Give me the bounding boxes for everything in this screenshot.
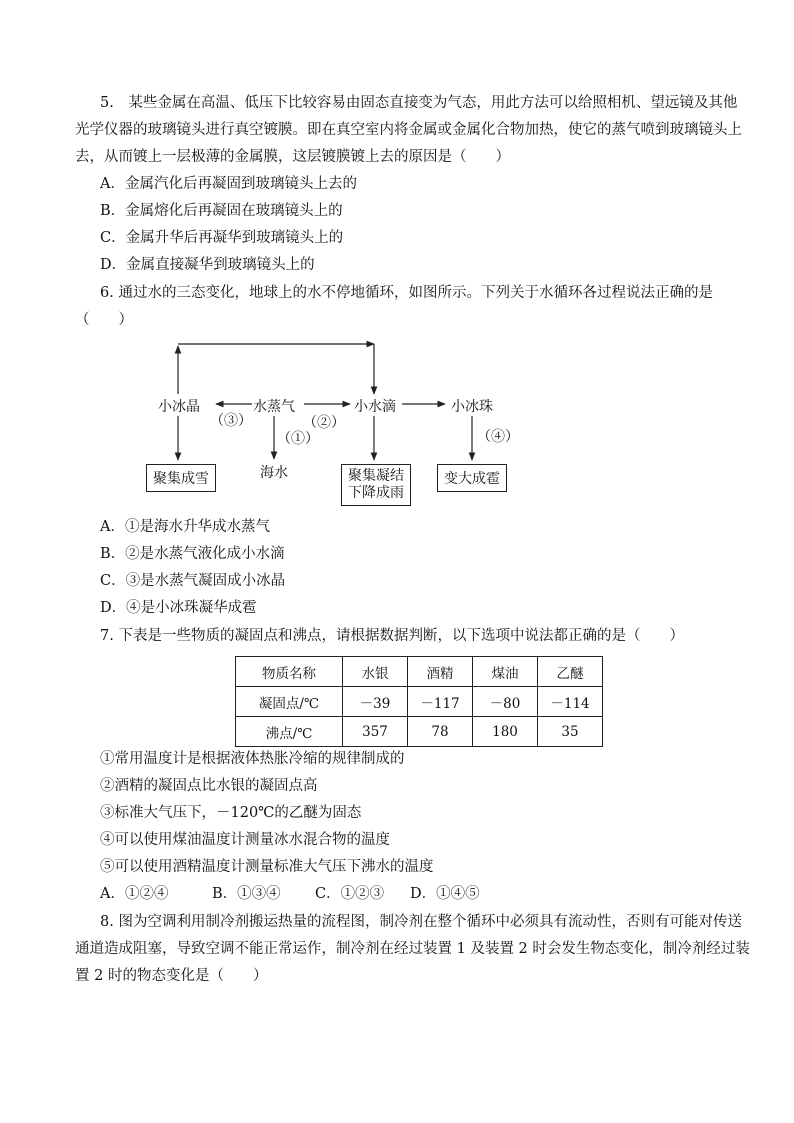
- q5-option-c: C．金属升华后再凝华到玻璃镜头上的: [100, 230, 344, 246]
- q7-option-d: D．①④⑤: [410, 886, 480, 902]
- q7-option-a: A．①②④: [100, 886, 169, 902]
- table-cell: －117: [408, 687, 473, 717]
- q7-statement-2: ②酒精的凝固点比水银的凝固点高: [100, 778, 318, 794]
- table-header-cell: 水银: [343, 657, 408, 687]
- q6-option-d: D．④是小冰珠凝华成雹: [100, 600, 257, 616]
- table-cell: 沸点/℃: [236, 717, 343, 747]
- q7-statement-5: ⑤可以使用酒精温度计测量标准大气压下沸水的温度: [100, 859, 434, 875]
- water-cycle-diagram: [140, 338, 520, 513]
- table-cell: 78: [408, 717, 473, 747]
- q5-option-b: B．金属熔化后再凝固在玻璃镜头上的: [100, 203, 343, 219]
- node-ice-ball: 小冰珠: [451, 399, 493, 415]
- q5-stem-line1: 5. 某些金属在高温、低压下比较容易由固态直接变为气态，用此方法可以给照相机、望远镜及其他: [100, 95, 738, 111]
- node-ice-crystal: 小冰晶: [158, 399, 200, 415]
- table-cell: －80: [473, 687, 538, 717]
- table-header-cell: 酒精: [408, 657, 473, 687]
- label-4: （④）: [477, 429, 519, 445]
- label-2: （②）: [303, 415, 345, 431]
- box-snow: 聚集成雪: [146, 464, 216, 492]
- table-cell: －39: [343, 687, 408, 717]
- table-row: [236, 687, 603, 717]
- node-water-droplet: 小水滴: [354, 399, 396, 415]
- table-header-cell: 物质名称: [236, 657, 343, 687]
- box-hail: 变大成雹: [437, 464, 507, 492]
- q7-option-b: B．①③④: [212, 886, 281, 902]
- q7-statement-3: ③标准大气压下，－120℃的乙醚为固态: [100, 805, 362, 821]
- q7-statement-1: ①常用温度计是根据液体热胀冷缩的规律制成的: [100, 751, 405, 767]
- q5-option-d: D．金属直接凝华到玻璃镜头上的: [100, 257, 315, 273]
- table-cell: －114: [538, 687, 603, 717]
- table-header-cell: 乙醚: [538, 657, 603, 687]
- label-1: （①）: [277, 431, 319, 447]
- table-row: [236, 717, 603, 747]
- q8-stem-line1: 8. 图为空调利用制冷剂搬运热量的流程图，制冷剂在整个循环中必须具有流动性，否则有可能对传送: [100, 914, 742, 930]
- table-cell: 35: [538, 717, 603, 747]
- q6-option-a: A．①是海水升华成水蒸气: [100, 519, 270, 535]
- q6-option-b: B．②是水蒸气液化成小水滴: [100, 546, 285, 562]
- substance-table: [235, 656, 603, 747]
- q6-stem-line2: （ ）: [75, 312, 133, 328]
- q6-option-c: C．③是水蒸气凝固成小冰晶: [100, 573, 286, 589]
- box-rain-line2: 下降成雨: [348, 485, 404, 501]
- q5-stem-line2: 光学仪器的玻璃镜头进行真空镀膜。即在真空室内将金属或金属化合物加热，使它的蒸气喷到玻璃镜头上: [75, 122, 742, 138]
- node-seawater: 海水: [260, 465, 288, 481]
- q5-stem-line3: 去，从而镀上一层极薄的金属膜，这层镀膜镀上去的原因是（ ）: [75, 149, 510, 165]
- q7-stem: 7. 下表是一些物质的凝固点和沸点，请根据数据判断，以下选项中说法都正确的是（ ）: [100, 628, 684, 644]
- table-header-cell: 煤油: [473, 657, 538, 687]
- node-water-vapor: 水蒸气: [253, 399, 295, 415]
- table-cell: 凝固点/℃: [236, 687, 343, 717]
- table-header-row: [236, 657, 603, 687]
- box-rain-line1: 聚集凝结: [348, 468, 404, 484]
- q8-stem-line3: 置 2 时的物态变化是（ ）: [75, 968, 268, 984]
- q7-statement-4: ④可以使用煤油温度计测量冰水混合物的温度: [100, 832, 390, 848]
- q6-stem-line1: 6. 通过水的三态变化，地球上的水不停地循环，如图所示。下列关于水循环各过程说法正确的是: [100, 285, 713, 301]
- label-3: （③）: [210, 413, 252, 429]
- box-rain: [341, 464, 411, 506]
- table-cell: 180: [473, 717, 538, 747]
- q8-stem-line2: 通道造成阻塞，导致空调不能正常运作，制冷剂在经过装置 1 及装置 2 时会发生物态变化，制冷剂经过装: [75, 941, 750, 957]
- q5-option-a: A．金属汽化后再凝固到玻璃镜头上去的: [100, 176, 357, 192]
- table-cell: 357: [343, 717, 408, 747]
- q7-option-c: C．①②③: [315, 886, 385, 902]
